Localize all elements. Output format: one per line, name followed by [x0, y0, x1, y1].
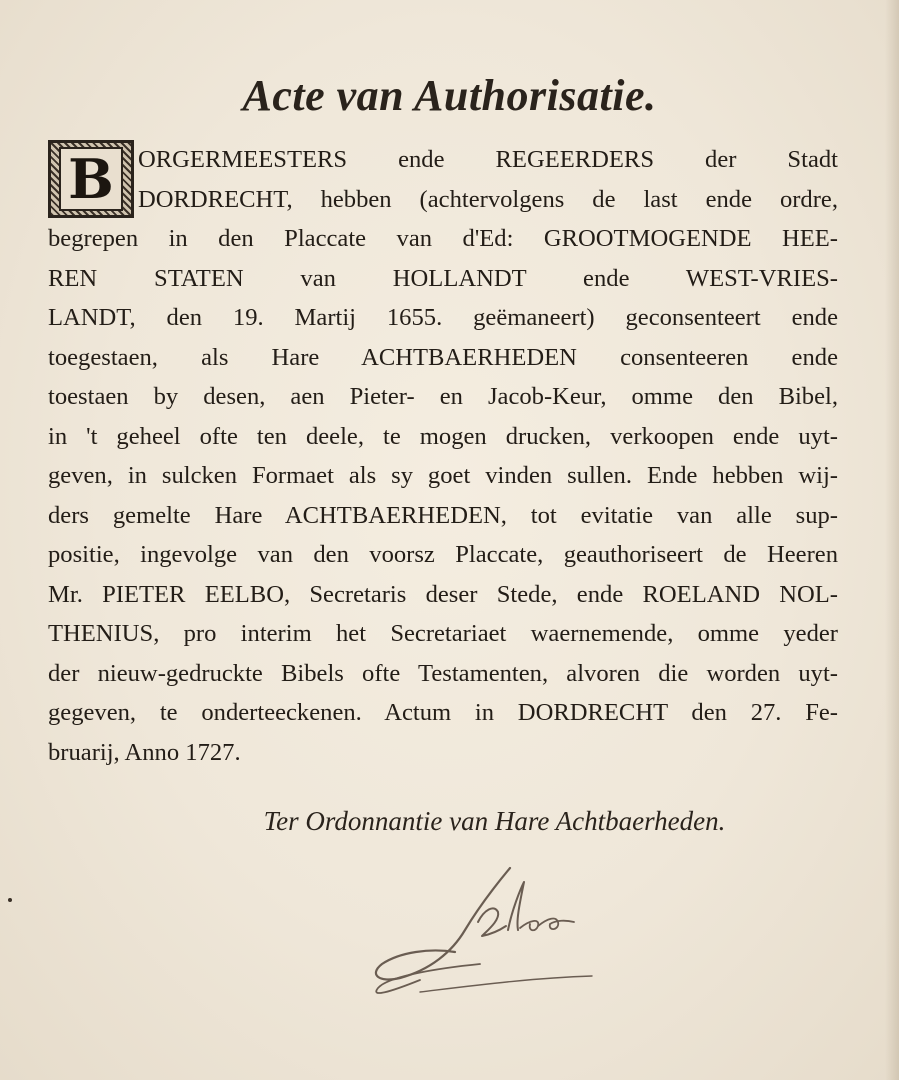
text-line-8: in 't geheel ofte ten deele, te mogen drucken, verkoopen ende uyt- — [48, 422, 838, 450]
text-line-7: toestaen by desen, aen Pieter- en Jacob-Keur, omme den Bibel, — [48, 383, 838, 410]
text-line-16: bruarij, Anno 1727. — [48, 738, 241, 766]
text-line-10: ders gemelte Hare ACHTBAERHEDEN, tot evitatie van alle sup- — [48, 501, 838, 529]
text-line-14: der nieuw-gedruckte Bibels ofte Testamenten, alvoren die worden uyt- — [48, 659, 838, 687]
authorisation-text — [48, 140, 838, 772]
text-line-12: Mr. PIETER EELBO, Secretaris deser Stede, ende ROELAND NOL- — [48, 580, 838, 608]
text-line-11: positie, ingevolge van den voorsz Placcate, geauthoriseert de Heeren — [48, 541, 838, 568]
document-title: Acte van Authorisatie. — [242, 71, 657, 120]
text-line-13: THENIUS, pro interim het Secretariaet waernemende, omme yeder — [48, 620, 838, 647]
text-line-2: DORDRECHT, hebben (achtervolgens de last ende ordre, — [138, 185, 838, 213]
text-line-5: LANDT, den 19. Martij 1655. geëmaneert) geconsenteert ende — [48, 304, 838, 331]
text-line-1: ORGERMEESTERS ende REGEERDERS der Stadt — [138, 146, 838, 173]
closing-formula: Ter Ordonnantie van Hare Achtbaerheden. — [263, 806, 726, 836]
handwritten-signature — [360, 860, 610, 1010]
paper-speck — [8, 898, 12, 902]
text-line-9: geven, in sulcken Formaet als sy goet vinden sullen. Ende hebben wij- — [48, 462, 838, 489]
text-line-3: begrepen in den Placcate van d'Ed: GROOTMOGENDE HEE- — [48, 225, 838, 252]
text-line-6: toegestaen, als Hare ACHTBAERHEDEN consenteeren ende — [48, 343, 838, 371]
text-line-15: gegeven, te onderteeckenen. Actum in DORDRECHT den 27. Fe- — [48, 699, 838, 726]
drop-cap-letter: B — [59, 147, 123, 211]
text-line-4: REN STATEN van HOLLANDT ende WEST-VRIES- — [48, 264, 838, 292]
